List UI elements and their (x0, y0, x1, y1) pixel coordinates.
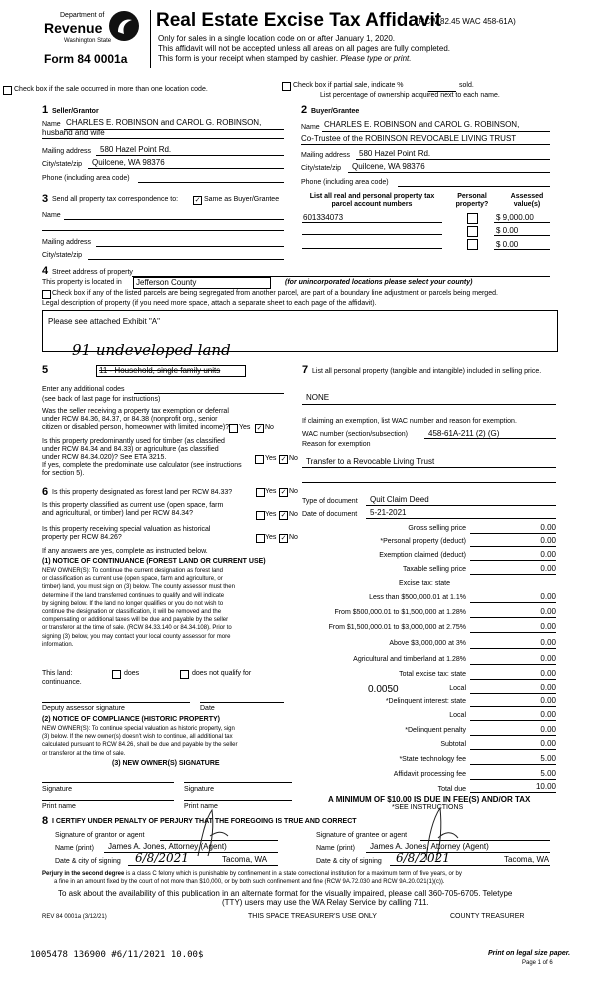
historic-no-label: No (289, 534, 298, 541)
timber-yes-checkbox[interactable] (255, 455, 264, 464)
perjury-notice-line1: Perjury in the second degree is a class C felony which is punishable by confinement in a state correctional institution for a maximum term of five years, or by (42, 871, 462, 877)
multi-location-label: Check box if the sale occurred in more than one location code. (14, 86, 208, 93)
delinquent-interest-state-value[interactable]: 0.00 (540, 696, 556, 705)
seller-heading: Seller/Grantor (52, 108, 99, 115)
located-in-label: This property is located in (42, 279, 122, 286)
grantor-signature-label: Signature of grantor or agent (55, 832, 145, 839)
land-does-not-label: does not qualify for (192, 670, 252, 677)
processing-fee-value[interactable]: 5.00 (540, 769, 556, 778)
exemption-question-line3: citizen or disabled person, homeowner with limited income)? (42, 424, 230, 431)
exemption-yes-label: Yes (239, 424, 251, 431)
delinquent-penalty-value[interactable]: 0.00 (540, 725, 556, 734)
seller-name-field-2[interactable]: husband and wife (42, 128, 105, 137)
see-instructions-note: *SEE INSTRUCTIONS (392, 804, 464, 811)
subtotal-value[interactable]: 0.00 (540, 739, 556, 748)
legal-description-value: Please see attached Exhibit "A" (48, 317, 160, 326)
owner-print-name-label-1: Print name (42, 803, 76, 810)
form-title: Real Estate Excise Tax Affidavit (156, 10, 442, 31)
parcel-column-header: List all real and personal property tax parcel account numbers (309, 193, 435, 208)
partial-sale-label: Check box if partial sale, indicate % (293, 82, 404, 89)
new-owner-signature-heading: (3) NEW OWNER(S) SIGNATURE (112, 760, 220, 767)
local-rate-value: 0.0050 (368, 684, 399, 695)
exemption-reason-field[interactable]: Transfer to a Revocable Living Trust (306, 457, 435, 466)
seller-mailing-field[interactable]: 580 Hazel Point Rd. (100, 145, 172, 154)
minimum-due-notice: A MINIMUM OF $10.00 IS DUE IN FEE(S) AND/OR TAX (328, 795, 531, 804)
street-address-label: Street address of property (52, 269, 133, 276)
county-value: Jefferson County (136, 278, 197, 287)
current-use-yes-checkbox[interactable] (256, 511, 265, 520)
taxable-price-label: Taxable selling price (402, 566, 466, 573)
notice-compliance-body: NEW OWNER(S): To continue special valuation as historic property, sign (3) below. If the new owner(s) doesn't wish to continue, all additional tax calculated pursuant to RCW 84.26, shall be due and payable by the seller or transferor at the time of sale. (42, 726, 238, 757)
gross-price-value[interactable]: 0.00 (540, 523, 556, 532)
document-type-label: Type of document (302, 498, 358, 505)
exemption-deduct-label: Exemption claimed (deduct) (379, 552, 466, 559)
buyer-city-field[interactable]: Quilcene, WA 98376 (352, 162, 425, 171)
historic-yes-checkbox[interactable] (256, 534, 265, 543)
local-label: Local (449, 685, 466, 692)
same-as-buyer-checkbox[interactable] (193, 196, 202, 205)
agricultural-label: Agricultural and timberland at 1.28% (353, 656, 466, 663)
exemption-no-checkbox[interactable] (255, 424, 264, 433)
treasurer-use-label: THIS SPACE TREASURER'S USE ONLY (248, 913, 377, 920)
notice-continuance-title: (1) NOTICE OF CONTINUANCE (FOREST LAND OR CURRENT USE) (42, 558, 266, 565)
same-as-buyer-label: Same as Buyer/Grantee (204, 196, 280, 203)
tier3-value[interactable]: 0.00 (540, 622, 556, 631)
grantor-date-field[interactable]: 6/8/2021 (135, 851, 189, 865)
buyer-name-label: Name (301, 124, 320, 131)
page-number: Page 1 of 6 (522, 960, 553, 966)
buyer-mailing-label: Mailing address (301, 152, 351, 159)
tier2-value[interactable]: 0.00 (540, 607, 556, 616)
excise-state-label: Excise tax: state (399, 580, 450, 587)
technology-fee-value[interactable]: 5.00 (540, 754, 556, 763)
land-use-code-value: 11 - Household, single family units (99, 366, 221, 375)
personal-property-field[interactable]: NONE (306, 393, 330, 402)
buyer-mailing-field[interactable]: 580 Hazel Point Rd. (359, 149, 431, 158)
header-note-2: This affidavit will not be accepted unless all areas on all pages are fully completed. (158, 44, 451, 53)
buyer-heading: Buyer/Grantee (311, 108, 360, 115)
owner-print-name-label-2: Print name (184, 803, 218, 810)
grantee-city-field[interactable]: Tacoma, WA (504, 855, 550, 864)
total-due-label: Total due (437, 786, 466, 793)
header-note-3: This form is your receipt when stamped by cashier. Please type or print. (158, 54, 412, 63)
exemption-no-label: No (265, 424, 274, 431)
rcw-reference: (RCW 82.45 WAC 458-61A) (416, 17, 516, 26)
tier3-label: From $1,500,000.01 to $3,000,000 at 2.75% (328, 624, 466, 631)
tier4-value[interactable]: 0.00 (540, 638, 556, 647)
buyer-name-field-2[interactable]: Co-Trustee of the ROBINSON REVOCABLE LIVING TRUST (301, 134, 517, 143)
seller-name-field[interactable]: CHARLES E. ROBINSON and CAROL G. ROBINSON, (66, 118, 262, 127)
delinquent-interest-local-label: Local (449, 712, 466, 719)
timber-question-line4: If yes, complete the predominate use calculator (see instructions (42, 462, 242, 469)
tier1-value[interactable]: 0.00 (540, 592, 556, 601)
section3-name-label: Name (42, 212, 61, 219)
sold-label: sold. (459, 82, 474, 89)
dept-line2: Revenue (44, 20, 103, 36)
current-use-question-line2: and agricultural, or timber) land per RCW 84.34? (42, 510, 193, 517)
grantor-name-print-label: Name (print) (55, 845, 94, 852)
county-treasurer-label: COUNTY TREASURER (450, 913, 525, 920)
segregated-checkbox[interactable] (42, 290, 51, 299)
legal-description-label: Legal description of property (if you need more space, attach a separate sheet to each page of the affidavit). (42, 300, 377, 307)
assessed-value-field[interactable]: $ 0.00 (496, 240, 519, 249)
tier1-label: Less than $500,000.01 at 1.1% (369, 594, 466, 601)
county-note: (for unincorporated locations please select your county) (285, 279, 473, 286)
document-date-label: Date of document (302, 511, 358, 518)
buyer-number: 2 (301, 104, 308, 116)
partial-sale-checkbox[interactable] (282, 82, 291, 91)
alternate-format-notice: To ask about the availability of this publication in an alternate format for the visually impaired, please call 360-705-6705. Teletype (58, 889, 513, 898)
notice-compliance-title: (2) NOTICE OF COMPLIANCE (HISTORIC PROPERTY) (42, 716, 220, 723)
timber-question-line1: Is this property predominantly used for timber (as classified (42, 438, 225, 445)
delinquent-penalty-label: *Delinquent penalty (405, 727, 466, 734)
county-select[interactable] (133, 277, 271, 289)
multi-location-checkbox[interactable] (3, 86, 12, 95)
exemption-claim-label: If claiming an exemption, list WAC number and reason for exemption. (302, 418, 517, 425)
forest-yes-checkbox[interactable] (256, 488, 265, 497)
historic-no-checkbox[interactable] (279, 534, 288, 543)
buyer-phone-label: Phone (including area code) (301, 179, 389, 186)
current-use-yes-label: Yes (265, 511, 277, 518)
buyer-name-field[interactable]: CHARLES E. ROBINSON and CAROL G. ROBINSON, (324, 120, 520, 129)
grantee-name-print-label: Name (print) (316, 845, 355, 852)
exemption-reason-label: Reason for exemption (302, 441, 371, 448)
subtotal-label: Subtotal (440, 741, 466, 748)
grantee-date-field[interactable]: 6/8/2021 (396, 851, 450, 865)
wac-number-field[interactable]: 458-61A-211 (2) (G) (428, 429, 500, 438)
buyer-city-label: City/state/zip (301, 165, 342, 172)
if-yes-instruction: If any answers are yes, complete as instructed below. (42, 548, 208, 555)
land-use-code-select[interactable] (96, 365, 246, 377)
section5-number: 5 (42, 364, 49, 376)
tier2-label: From $500,000.01 to $1,500,000 at 1.28% (334, 609, 466, 616)
timber-no-checkbox[interactable] (279, 455, 288, 464)
segregated-label: Check box if any of the listed parcels are being segregated from another parcel, are part of a boundary line adjustment or parcels being merged. (52, 290, 498, 297)
personal-deduct-value[interactable]: 0.00 (540, 536, 556, 545)
recording-stamp: 1005478 136900 #6/11/2021 10.00$ (30, 950, 204, 960)
form-number: Form 84 0001a (44, 52, 128, 66)
timber-no-label: No (289, 455, 298, 462)
handwritten-note: 91 undeveloped land (72, 341, 231, 359)
section4-number: 4 (42, 265, 49, 277)
tier4-label: Above $3,000,000 at 3% (389, 640, 466, 647)
revision-code: REV 84 0001a (3/12/21) (42, 914, 107, 920)
exemption-yes-checkbox[interactable] (229, 424, 238, 433)
wac-number-label: WAC number (section/subsection) (302, 431, 408, 438)
forest-no-label: No (289, 488, 298, 495)
historic-yes-label: Yes (265, 534, 277, 541)
certify-heading: I CERTIFY UNDER PENALTY OF PERJURY THAT THE FOREGOING IS TRUE AND CORRECT (52, 818, 357, 825)
continuance-label: continuance. (42, 679, 82, 686)
seller-name-label: Name (42, 121, 61, 128)
personal-property-checkbox[interactable] (467, 213, 478, 224)
legal-paper-note: Print on legal size paper. (488, 950, 571, 957)
timber-yes-label: Yes (265, 455, 277, 462)
current-use-no-label: No (289, 511, 298, 518)
timber-question-line5: for section 5). (42, 470, 85, 477)
delinquent-interest-local-value[interactable]: 0.00 (540, 710, 556, 719)
document-type-field[interactable]: Quit Claim Deed (370, 495, 429, 504)
dept-line1: Department of (60, 12, 105, 19)
total-state-value[interactable]: 0.00 (540, 669, 556, 678)
land-does-checkbox[interactable] (112, 670, 121, 679)
tty-notice: (TTY) users may use the WA Relay Service by calling 711. (222, 898, 429, 907)
deputy-date-label: Date (200, 705, 215, 712)
grantor-name-field[interactable]: James A. Jones, Attorney (Agent) (108, 842, 227, 851)
assessed-value-column-header: Assessed value(s) (510, 193, 544, 208)
section3-number: 3 (42, 193, 49, 205)
timber-question-line2: under RCW 84.34 and 84.33) or agriculture (as classified (42, 446, 219, 453)
deputy-assessor-label: Deputy assessor signature (42, 705, 125, 712)
forest-yes-label: Yes (265, 488, 277, 495)
historic-question-line2: property per RCW 84.26? (42, 534, 122, 541)
perjury-notice-line2: a fine in an amount fixed by the court of not more than $10,000, or by both such confinement and fine (RCW 9A.72.030 and RCW 9A.20.021(1)(c)). (54, 879, 445, 885)
see-back-note: (see back of last page for instructions) (42, 396, 161, 403)
assessed-value-field[interactable]: $ 0.00 (496, 226, 519, 235)
grantor-city-field[interactable]: Tacoma, WA (222, 855, 268, 864)
seller-city-field[interactable]: Quilcene, WA 98376 (92, 158, 165, 167)
owner-signature-label-2: Signature (184, 786, 214, 793)
grantee-date-city-label: Date & city of signing (316, 858, 382, 865)
section8-number: 8 (42, 815, 49, 827)
local-value[interactable]: 0.00 (540, 683, 556, 692)
technology-fee-label: *State technology fee (399, 756, 466, 763)
personal-property-checkbox[interactable] (467, 239, 478, 250)
header-note-1: Only for sales in a single location code on or after January 1, 2020. (158, 34, 396, 43)
seller-phone-label: Phone (including area code) (42, 175, 130, 182)
grantee-name-field[interactable]: James A. Jones, Attorney (Agent) (370, 842, 489, 851)
grantor-date-city-label: Date & city of signing (55, 858, 121, 865)
gross-price-label: Gross selling price (408, 525, 466, 532)
section3-city-label: City/state/zip (42, 252, 83, 259)
ownership-pct-note: List percentage of ownership acquired next to each name. (320, 92, 500, 99)
this-land-label: This land: (42, 670, 73, 677)
wa-logo-icon (108, 10, 140, 42)
seller-city-label: City/state/zip (42, 161, 83, 168)
parcel-number-field[interactable]: 601334073 (303, 213, 344, 222)
agricultural-value[interactable]: 0.00 (540, 654, 556, 663)
exemption-question-line1: Was the seller receiving a property tax exemption or deferral (42, 408, 229, 415)
processing-fee-label: Affidavit processing fee (393, 771, 466, 778)
additional-codes-label: Enter any additional codes (42, 386, 125, 393)
timber-question-line3: under RCW 84.34.020)? See ETA 3215. (42, 454, 167, 461)
forest-no-checkbox[interactable] (279, 488, 288, 497)
personal-property-label: List all personal property (tangible and intangible) included in selling price. (312, 368, 542, 375)
personal-property-checkbox[interactable] (467, 226, 478, 237)
document-date-field[interactable]: 5-21-2021 (370, 508, 407, 517)
personal-property-column-header: Personal property? (455, 193, 489, 208)
section7-number: 7 (302, 364, 309, 376)
owner-signature-label-1: Signature (42, 786, 72, 793)
total-due-value[interactable]: 10.00 (535, 782, 556, 791)
section3-mailing-label: Mailing address (42, 239, 92, 246)
section6-number: 6 (42, 486, 49, 498)
dept-line3: Washington State (64, 38, 112, 44)
historic-question-line1: Is this property receiving special valuation as historical (42, 526, 211, 533)
seller-mailing-label: Mailing address (42, 148, 92, 155)
taxable-price-value[interactable]: 0.00 (540, 564, 556, 573)
exemption-question-line2: under RCW 84.36, 84.37, or 84.38 (nonprofit org., senior (42, 416, 218, 423)
exemption-deduct-value[interactable]: 0.00 (540, 550, 556, 559)
current-use-question-line1: Is this property classified as current use (open space, farm (42, 502, 224, 509)
current-use-no-checkbox[interactable] (279, 511, 288, 520)
personal-deduct-label: *Personal property (deduct) (380, 538, 466, 545)
correspondence-label: Send all property tax correspondence to: (52, 196, 179, 203)
total-state-label: Total excise tax: state (399, 671, 466, 678)
land-does-not-checkbox[interactable] (180, 670, 189, 679)
notice-continuance-body: NEW OWNER(S): To continue the current designation as forest land or classification as current use (open space, farm and agriculture, or timber) land, you must sign on (3) below. The county assessor must then determine if the land transferred continues to qualify and will indicate by signing below. If the land no longer qualifies or you do not wish to continue the designation or classification, it will be removed and the compensating or additional taxes will be due and payable by the seller or transferor at the time of sale. (RCW 84.33.140 or 84.34.108). Prior to signing (3) below, you may contact your local county assessor for more information. (42, 568, 235, 648)
assessed-value-field[interactable]: $ 9,000.00 (496, 213, 534, 222)
land-does-label: does (124, 670, 140, 677)
grantee-signature-label: Signature of grantee or agent (316, 832, 408, 839)
seller-number: 1 (42, 104, 49, 116)
delinquent-interest-state-label: *Delinquent interest: state (385, 698, 466, 705)
forest-land-question: Is this property designated as forest land per RCW 84.33? (52, 489, 233, 496)
